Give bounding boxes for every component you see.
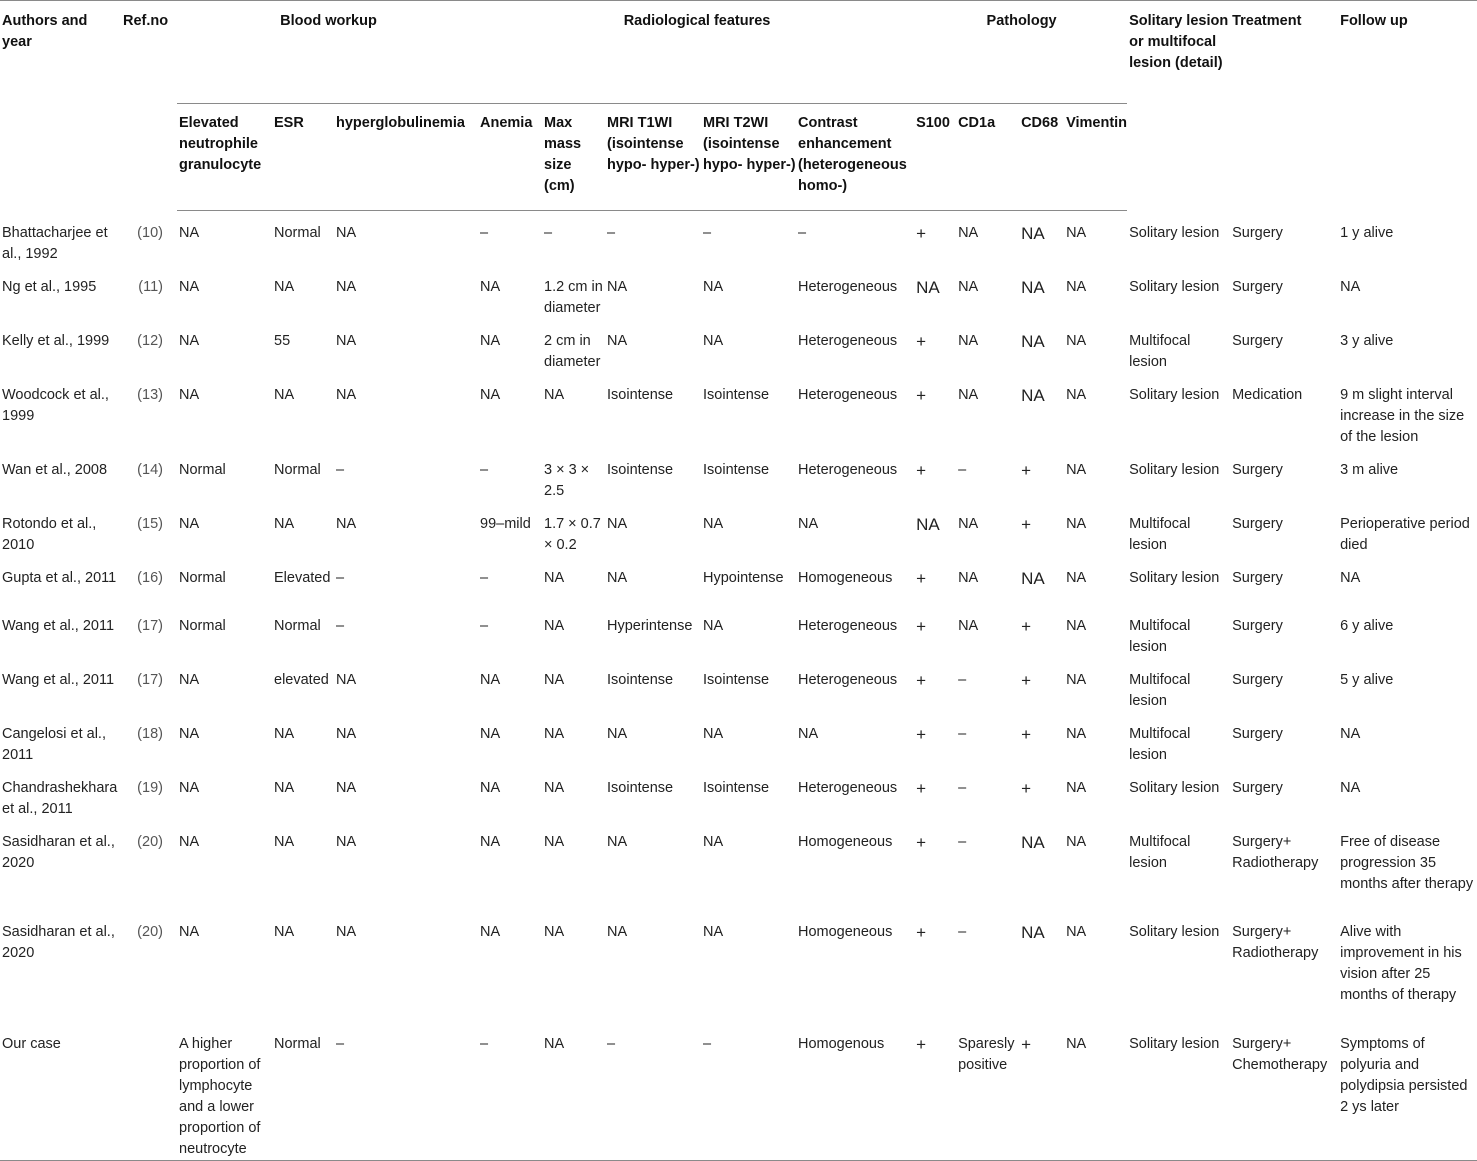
cd68-cell: NA <box>1021 277 1045 297</box>
t2wi-cell: – <box>701 1022 796 1161</box>
ref-link[interactable]: ( 10 ) <box>137 225 163 241</box>
neutrophile-cell: NA <box>179 332 200 349</box>
ref-cell <box>121 211 177 265</box>
cd68-cell: NA <box>1021 922 1045 942</box>
lesion-cell: Solitary lesion <box>1129 779 1220 796</box>
author-cell: Kelly et al., 1999 <box>2 332 110 349</box>
s100-cell: + <box>916 224 926 243</box>
s100-cell: NA <box>916 514 940 534</box>
follow-up-cell: 6 y alive <box>1340 617 1394 634</box>
vimentin-cell: NA <box>1066 386 1087 403</box>
ref-link[interactable]: ( 17 ) <box>137 618 163 634</box>
anemia-cell: – <box>478 1022 542 1161</box>
cd68-cell: + <box>1021 724 1031 744</box>
vimentin-cell: NA <box>1066 923 1087 940</box>
t1wi-cell: Isointense <box>607 461 674 478</box>
t1wi-cell: NA <box>607 833 628 850</box>
t1wi-cell: Isointense <box>607 671 674 688</box>
table-row <box>0 712 1477 766</box>
esr-cell: NA <box>274 515 295 532</box>
neutrophile-cell: NA <box>179 386 200 403</box>
t2wi-cell: NA <box>703 923 724 940</box>
col-ref-no: Ref.no <box>121 1 177 211</box>
t1wi-cell: – <box>607 225 616 241</box>
ref-link[interactable]: ( 16 ) <box>137 570 163 586</box>
t2wi-cell: – <box>703 225 712 241</box>
vimentin-cell: NA <box>1066 569 1087 586</box>
mass-size-cell: 3 × 3 × 2.5 <box>544 461 590 499</box>
contrast-cell: NA <box>798 725 819 742</box>
follow-up-cell: NA <box>1340 779 1361 796</box>
cd68-cell: + <box>1019 1022 1064 1161</box>
cd1a-cell: – <box>958 923 967 940</box>
col-esr: ESR <box>272 104 334 211</box>
lesion-cell: Solitary lesion <box>1129 278 1220 295</box>
col-treatment: Treatment <box>1230 1 1338 211</box>
author-cell: Sasidharan et al., 2020 <box>2 923 115 961</box>
s100-cell: + <box>916 568 926 588</box>
s100-cell: + <box>916 670 926 690</box>
col-lesion: Solitary lesion or multifocal lesion (detail) <box>1127 1 1230 211</box>
anemia-cell: – <box>480 225 489 241</box>
author-cell: Gupta et al., 2011 <box>2 569 117 586</box>
hyperglobulinemia-cell: NA <box>336 779 357 796</box>
contrast-cell: Heterogeneous <box>798 671 898 688</box>
esr-cell: Normal <box>272 1022 334 1161</box>
ref-cell <box>121 604 177 658</box>
mass-size-cell: NA <box>544 386 565 403</box>
table-row <box>0 265 1477 319</box>
follow-up-cell: Free of disease progression 35 months after therapy <box>1340 833 1474 892</box>
ref-cell <box>121 766 177 820</box>
cd68-cell: + <box>1021 670 1031 690</box>
cd1a-cell: – <box>958 833 967 850</box>
treatment-cell: Surgery <box>1232 278 1283 295</box>
esr-cell: NA <box>274 725 295 742</box>
esr-cell: Normal <box>274 617 321 634</box>
cd1a-cell: NA <box>958 617 979 634</box>
esr-cell: NA <box>274 278 295 295</box>
cd1a-cell: – <box>958 725 967 742</box>
lesion-cell: Multifocal lesion <box>1129 515 1191 553</box>
mass-size-cell: 1.7 × 0.7 × 0.2 <box>544 515 601 553</box>
esr-cell: Normal <box>274 461 321 478</box>
vimentin-cell: NA <box>1066 225 1087 241</box>
cd1a-cell: – <box>958 461 967 478</box>
s100-cell: + <box>916 460 926 480</box>
hyperglobulinemia-cell: NA <box>336 923 357 940</box>
t2wi-cell: Hypointense <box>703 569 784 586</box>
mass-size-cell: NA <box>544 569 565 586</box>
author-cell: Rotondo et al., 2010 <box>2 515 97 553</box>
t2wi-cell: NA <box>703 332 724 349</box>
lesion-cell: Solitary lesion <box>1129 224 1220 241</box>
col-t2wi: MRI T2WI (isointense hypo- hyper-) <box>701 104 796 211</box>
col-contrast: Contrast enhancement (heterogeneous homo-) <box>796 104 914 211</box>
ref-cell <box>121 1022 177 1161</box>
s100-cell: + <box>916 832 926 852</box>
vimentin-cell: NA <box>1066 725 1087 742</box>
treatment-cell: Surgery <box>1232 617 1283 634</box>
mass-size-cell: NA <box>544 923 565 940</box>
anemia-cell: – <box>480 617 489 634</box>
mass-size-cell: 1.2 cm in diameter <box>544 278 603 316</box>
lesion-cell: Solitary lesion <box>1129 569 1220 586</box>
follow-up-cell: Symptoms of polyuria and polydipsia persisted 2 ys later <box>1338 1022 1477 1161</box>
mass-size-cell: 2 cm in diameter <box>544 332 601 370</box>
group-pathology: Pathology <box>914 1 1127 104</box>
ref-link[interactable]: ( 18 ) <box>137 726 163 742</box>
ref-cell <box>121 658 177 712</box>
vimentin-cell: NA <box>1066 332 1087 349</box>
ref-link[interactable]: ( 20 ) <box>137 924 163 940</box>
t2wi-cell: NA <box>703 515 724 532</box>
neutrophile-cell: NA <box>179 671 200 688</box>
mass-size-cell: – <box>544 225 553 241</box>
s100-cell: + <box>914 1022 956 1161</box>
col-anemia: Anemia <box>478 104 542 211</box>
hyperglobulinemia-cell: NA <box>336 386 357 403</box>
cd68-cell: NA <box>1021 385 1045 405</box>
ref-cell <box>121 373 177 448</box>
lesion-cell: Solitary lesion <box>1129 461 1220 478</box>
mass-size-cell: NA <box>544 833 565 850</box>
t1wi-cell: NA <box>607 569 628 586</box>
cd1a-cell: NA <box>958 386 979 403</box>
vimentin-cell: NA <box>1066 461 1087 478</box>
hyperglobulinemia-cell: NA <box>336 671 357 688</box>
esr-cell: Elevated <box>274 569 331 586</box>
neutrophile-cell: NA <box>179 923 200 940</box>
group-blood-workup: Blood workup <box>177 1 478 104</box>
treatment-cell: Surgery <box>1232 779 1283 796</box>
contrast-cell: Homogeneous <box>798 569 893 586</box>
contrast-cell: Homogeneous <box>798 833 893 850</box>
cd68-cell: NA <box>1021 224 1045 243</box>
cd1a-cell: NA <box>958 332 979 349</box>
anemia-cell: NA <box>480 725 501 742</box>
table-body <box>0 211 1477 1161</box>
ref-cell <box>121 265 177 319</box>
esr-cell: 55 <box>274 332 291 349</box>
s100-cell: + <box>916 331 926 351</box>
hyperglobulinemia-cell: – <box>334 1022 478 1161</box>
s100-cell: + <box>916 922 926 942</box>
t2wi-cell: Isointense <box>703 461 770 478</box>
cd1a-cell: Sparesly positive <box>956 1022 1019 1161</box>
treatment-cell: Surgery <box>1232 569 1283 586</box>
contrast-cell: Heterogeneous <box>798 332 898 349</box>
anemia-cell: NA <box>480 386 501 403</box>
hyperglobulinemia-cell: NA <box>336 332 357 349</box>
t2wi-cell: Isointense <box>703 779 770 796</box>
cd1a-cell: NA <box>958 515 979 532</box>
t2wi-cell: NA <box>703 725 724 742</box>
treatment-cell: Surgery <box>1232 515 1283 532</box>
esr-cell: elevated <box>274 671 329 688</box>
s100-cell: + <box>916 385 926 405</box>
ref-cell <box>121 448 177 502</box>
follow-up-cell: 1 y alive <box>1340 224 1394 241</box>
follow-up-cell: 3 y alive <box>1340 332 1394 349</box>
anemia-cell: NA <box>480 278 501 295</box>
s100-cell: + <box>916 724 926 744</box>
table-row <box>0 820 1477 910</box>
author-cell: Ng et al., 1995 <box>2 278 97 295</box>
table-row <box>0 502 1477 556</box>
esr-cell: NA <box>274 779 295 796</box>
author-cell: Wang et al., 2011 <box>2 617 115 634</box>
hyperglobulinemia-cell: NA <box>336 515 357 532</box>
contrast-cell: Heterogeneous <box>798 461 898 478</box>
col-neutrophile: Elevated neutrophile granulocyte <box>177 104 272 211</box>
anemia-cell: NA <box>480 671 501 688</box>
cd68-cell: NA <box>1021 832 1045 852</box>
neutrophile-cell: NA <box>179 278 200 295</box>
mass-size-cell: NA <box>544 617 565 634</box>
col-mass-size: Max mass size (cm) <box>542 104 605 211</box>
author-cell: Woodcock et al., 1999 <box>2 386 109 424</box>
ref-cell <box>121 712 177 766</box>
ref-link[interactable]: ( 19 ) <box>137 780 163 796</box>
cd68-cell: + <box>1021 616 1031 636</box>
neutrophile-cell: NA <box>179 779 200 796</box>
follow-up-cell: NA <box>1340 569 1361 586</box>
col-s100: S100 <box>914 104 956 211</box>
cd68-cell: + <box>1021 514 1031 534</box>
ref-cell <box>121 556 177 604</box>
ref-link[interactable]: ( 13 ) <box>137 387 163 403</box>
t2wi-cell: Isointense <box>703 671 770 688</box>
ref-link[interactable]: ( 14 ) <box>137 462 163 478</box>
vimentin-cell: NA <box>1066 617 1087 634</box>
vimentin-cell: NA <box>1066 779 1087 796</box>
neutrophile-cell: NA <box>179 833 200 850</box>
t1wi-cell: Isointense <box>607 779 674 796</box>
follow-up-cell: 3 m alive <box>1340 461 1399 478</box>
author-cell: Wang et al., 2011 <box>2 671 115 688</box>
cd68-cell: + <box>1021 778 1031 798</box>
esr-cell: NA <box>274 386 295 403</box>
t1wi-cell: – <box>605 1022 701 1161</box>
neutrophile-cell: NA <box>179 725 200 742</box>
treatment-cell: Surgery <box>1232 461 1283 478</box>
group-radiological-features: Radiological features <box>478 1 914 104</box>
s100-cell: + <box>916 616 926 636</box>
s100-cell: + <box>916 778 926 798</box>
vimentin-cell: NA <box>1066 515 1087 532</box>
esr-cell: NA <box>274 923 295 940</box>
t2wi-cell: NA <box>703 617 724 634</box>
hyperglobulinemia-cell: – <box>336 461 345 478</box>
vimentin-cell: NA <box>1064 1022 1127 1161</box>
treatment-cell: Surgery <box>1232 332 1283 349</box>
lesion-cell: Multifocal lesion <box>1129 725 1191 763</box>
follow-up-cell: Alive with improvement in his vision after 25 months of therapy <box>1340 923 1462 1003</box>
follow-up-cell: NA <box>1340 725 1361 742</box>
contrast-cell: Heterogeneous <box>798 617 898 634</box>
follow-up-cell: NA <box>1340 278 1361 295</box>
author-cell: Chandrashekhara et al., 2011 <box>2 779 118 817</box>
hyperglobulinemia-cell: NA <box>336 225 357 241</box>
neutrophile-cell: A higher proportion of lymphocyte and a lower proportion of neutrocyte <box>177 1022 272 1161</box>
t1wi-cell: Isointense <box>607 386 674 403</box>
hyperglobulinemia-cell: NA <box>336 278 357 295</box>
contrast-cell: – <box>798 225 807 241</box>
table-row <box>0 373 1477 448</box>
cd1a-cell: NA <box>958 569 979 586</box>
anemia-cell: NA <box>480 923 501 940</box>
t2wi-cell: Isointense <box>703 386 770 403</box>
table-row <box>0 604 1477 658</box>
author-cell: Cangelosi et al., 2011 <box>2 725 106 763</box>
cd1a-cell: NA <box>958 225 979 241</box>
table-row <box>0 658 1477 712</box>
table-row <box>0 448 1477 502</box>
treatment-cell: Surgery+ Radiotherapy <box>1232 833 1319 871</box>
t1wi-cell: NA <box>607 278 628 295</box>
vimentin-cell: NA <box>1066 833 1087 850</box>
author-cell: Our case <box>0 1022 121 1161</box>
header-row-groups <box>0 1 1477 104</box>
cd1a-cell: NA <box>958 278 979 295</box>
ref-link[interactable]: ( 12 ) <box>137 333 163 349</box>
vimentin-cell: NA <box>1066 278 1087 295</box>
t1wi-cell: NA <box>607 332 628 349</box>
neutrophile-cell: NA <box>179 225 200 241</box>
cd68-cell: NA <box>1021 568 1045 588</box>
contrast-cell: Homogenous <box>796 1022 914 1161</box>
lesion-cell: Multifocal lesion <box>1129 332 1191 370</box>
col-t1wi: MRI T1WI (isointense hypo- hyper-) <box>605 104 701 211</box>
t1wi-cell: NA <box>607 725 628 742</box>
anemia-cell: – <box>480 569 489 586</box>
contrast-cell: Homogeneous <box>798 923 893 940</box>
lesion-cell: Multifocal lesion <box>1129 671 1191 709</box>
hyperglobulinemia-cell: – <box>336 617 345 634</box>
author-cell: Sasidharan et al., 2020 <box>2 833 115 871</box>
cd68-cell: NA <box>1021 331 1045 351</box>
anemia-cell: NA <box>480 779 501 796</box>
col-vimentin: Vimentin <box>1064 104 1127 211</box>
col-cd1a: CD1a <box>956 104 1019 211</box>
col-hyperglobulinemia: hyperglobulinemia <box>334 104 478 211</box>
hyperglobulinemia-cell: – <box>336 569 345 586</box>
ref-link[interactable]: ( 11 ) <box>138 279 163 295</box>
mass-size-cell: NA <box>542 1022 605 1161</box>
ref-link[interactable]: ( 15 ) <box>137 516 163 532</box>
anemia-cell: NA <box>480 332 501 349</box>
treatment-cell: Surgery <box>1232 725 1283 742</box>
table-row <box>0 211 1477 265</box>
follow-up-cell: 9 m slight interval increase in the size of the lesion <box>1340 386 1465 445</box>
ref-cell <box>121 910 177 1022</box>
anemia-cell: NA <box>480 833 501 850</box>
contrast-cell: Heterogeneous <box>798 779 898 796</box>
cd68-cell: + <box>1021 460 1031 480</box>
ref-link[interactable]: ( 17 ) <box>137 672 163 688</box>
anemia-cell: 99–mild <box>480 515 531 532</box>
table-row <box>0 1022 1477 1161</box>
t1wi-cell: NA <box>607 923 628 940</box>
cd1a-cell: – <box>958 779 967 796</box>
author-cell: Wan et al., 2008 <box>2 461 108 478</box>
table-row <box>0 766 1477 820</box>
follow-up-cell: 5 y alive <box>1340 671 1394 688</box>
mass-size-cell: NA <box>544 779 565 796</box>
author-cell: Bhattacharjee et al., 1992 <box>2 224 108 262</box>
ref-cell <box>121 502 177 556</box>
table-row <box>0 319 1477 373</box>
anemia-cell: – <box>480 461 489 478</box>
lesion-cell: Multifocal lesion <box>1129 617 1191 655</box>
ref-cell <box>121 319 177 373</box>
col-authors-year: Authors and year <box>0 1 121 211</box>
t2wi-cell: NA <box>703 833 724 850</box>
cd1a-cell: – <box>958 671 967 688</box>
t1wi-cell: NA <box>607 515 628 532</box>
treatment-cell: Surgery+ Radiotherapy <box>1232 923 1319 961</box>
s100-cell: NA <box>916 277 940 297</box>
hyperglobulinemia-cell: NA <box>336 725 357 742</box>
vimentin-cell: NA <box>1066 671 1087 688</box>
lesion-cell: Solitary lesion <box>1127 1022 1230 1161</box>
lesion-cell: Solitary lesion <box>1129 386 1220 403</box>
contrast-cell: Heterogeneous <box>798 386 898 403</box>
neutrophile-cell: Normal <box>179 569 226 586</box>
t2wi-cell: NA <box>703 278 724 295</box>
neutrophile-cell: NA <box>179 515 200 532</box>
col-cd68: CD68 <box>1019 104 1064 211</box>
treatment-cell: Surgery <box>1232 671 1283 688</box>
neutrophile-cell: Normal <box>179 617 226 634</box>
t1wi-cell: Hyperintense <box>607 617 693 634</box>
col-follow-up: Follow up <box>1338 1 1477 211</box>
lesion-cell: Multifocal lesion <box>1129 833 1191 871</box>
lesion-cell: Solitary lesion <box>1129 923 1220 940</box>
esr-cell: NA <box>274 833 295 850</box>
treatment-cell: Surgery <box>1232 224 1283 241</box>
mass-size-cell: NA <box>544 725 565 742</box>
hyperglobulinemia-cell: NA <box>336 833 357 850</box>
esr-cell: Normal <box>274 225 321 241</box>
ref-cell <box>121 820 177 910</box>
follow-up-cell: Perioperative period died <box>1340 515 1470 553</box>
contrast-cell: NA <box>798 515 819 532</box>
ref-link[interactable]: ( 20 ) <box>137 834 163 850</box>
treatment-cell: Surgery+ Chemotherapy <box>1230 1022 1338 1161</box>
treatment-cell: Medication <box>1232 386 1303 403</box>
table-row <box>0 556 1477 604</box>
contrast-cell: Heterogeneous <box>798 278 898 295</box>
mass-size-cell: NA <box>544 671 565 688</box>
table-row <box>0 910 1477 1022</box>
neutrophile-cell: Normal <box>179 461 226 478</box>
